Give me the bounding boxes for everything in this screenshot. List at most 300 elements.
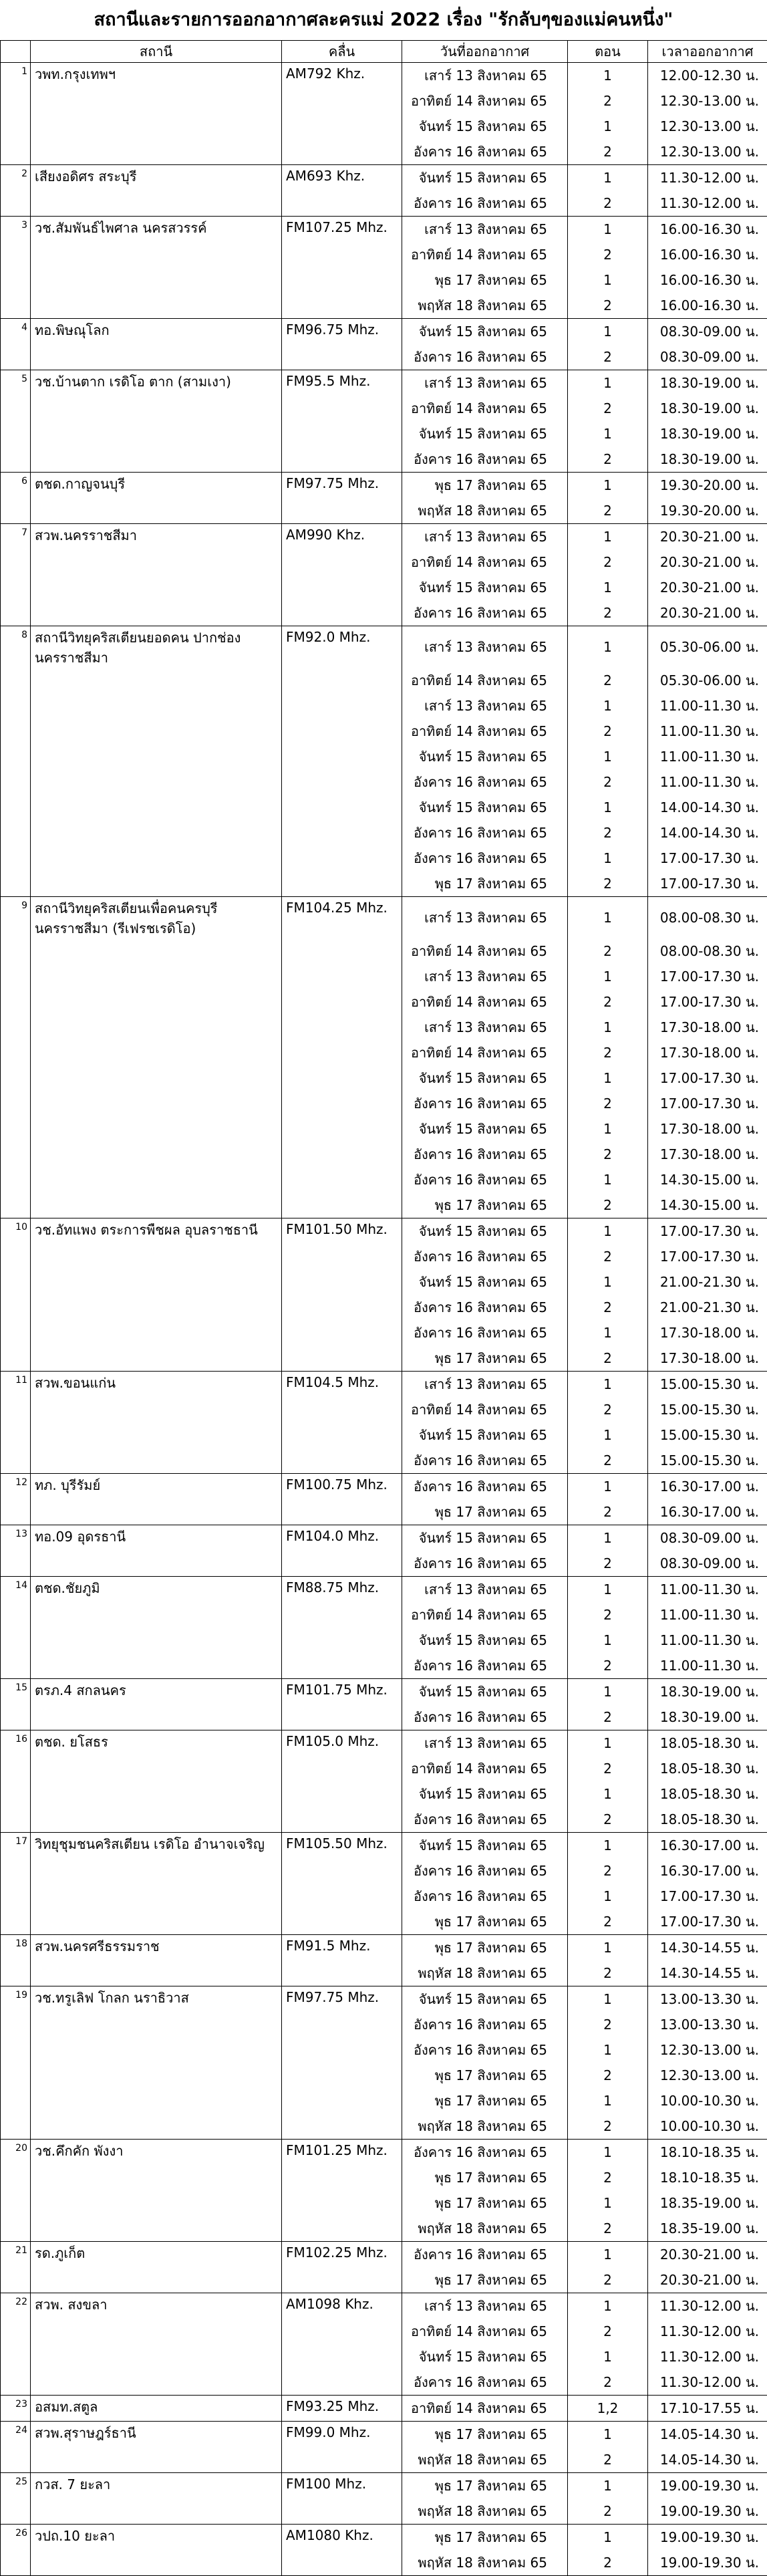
empty-cell xyxy=(282,1653,402,1679)
empty-cell xyxy=(282,1320,402,1345)
air-time: 18.05-18.30 น. xyxy=(648,1807,767,1833)
air-date: พุธ 17 สิงหาคม 65 xyxy=(402,2165,568,2190)
air-date: จันทร์ 15 สิงหาคม 65 xyxy=(402,744,568,769)
air-time: 20.30-21.00 น. xyxy=(648,549,767,575)
empty-cell xyxy=(282,1909,402,1935)
air-time: 15.00-15.30 น. xyxy=(648,1397,767,1422)
empty-cell xyxy=(282,1448,402,1474)
empty-cell xyxy=(1,1040,31,1065)
air-time: 17.10-17.55 น. xyxy=(648,2396,767,2422)
empty-cell xyxy=(282,2447,402,2473)
table-row xyxy=(1,1858,767,1884)
table-row xyxy=(1,820,767,846)
episode-number: 2 xyxy=(568,1448,648,1474)
empty-cell xyxy=(282,267,402,293)
episode-number: 1 xyxy=(568,1628,648,1653)
empty-cell xyxy=(1,1142,31,1167)
empty-cell xyxy=(1,964,31,989)
episode-number: 2 xyxy=(568,1040,648,1065)
empty-cell xyxy=(282,1397,402,1422)
empty-cell xyxy=(31,2088,282,2113)
empty-cell xyxy=(282,1091,402,1116)
table-row xyxy=(1,1015,767,1040)
empty-cell xyxy=(1,1448,31,1474)
station-frequency: FM107.25 Mhz. xyxy=(282,217,402,243)
empty-cell xyxy=(282,344,402,370)
air-time: 11.00-11.30 น. xyxy=(648,769,767,795)
empty-cell xyxy=(31,1142,282,1167)
air-date: อังคาร 16 สิงหาคม 65 xyxy=(402,1653,568,1679)
air-time: 17.30-18.00 น. xyxy=(648,1142,767,1167)
air-date: จันทร์ 15 สิงหาคม 65 xyxy=(402,114,568,139)
empty-cell xyxy=(1,88,31,114)
table-row xyxy=(1,524,767,550)
table-row xyxy=(1,2190,767,2216)
episode-number: 2 xyxy=(568,2012,648,2037)
empty-cell xyxy=(282,2037,402,2063)
air-date: พฤหัส 18 สิงหาคม 65 xyxy=(402,2550,568,2576)
air-time: 17.00-17.30 น. xyxy=(648,964,767,989)
station-number: 20 xyxy=(1,2140,31,2166)
header-air-time: เวลาออกอากาศ xyxy=(648,41,767,63)
table-row xyxy=(1,2550,767,2576)
air-date: อังคาร 16 สิงหาคม 65 xyxy=(402,1167,568,1192)
episode-number: 2 xyxy=(568,2113,648,2140)
episode-number: 2 xyxy=(568,498,648,524)
table-row xyxy=(1,871,767,897)
empty-cell xyxy=(31,693,282,719)
episode-number: 1 xyxy=(568,1525,648,1551)
station-number: 12 xyxy=(1,1474,31,1500)
empty-cell xyxy=(282,575,402,600)
station-frequency: FM97.75 Mhz. xyxy=(282,473,402,499)
station-name: เสียงอดิศร สระบุรี xyxy=(31,165,282,191)
station-frequency: AM693 Khz. xyxy=(282,165,402,191)
empty-cell xyxy=(1,549,31,575)
air-date: พฤหัส 18 สิงหาคม 65 xyxy=(402,293,568,319)
table-row xyxy=(1,114,767,139)
station-name: สวพ. สงขลา xyxy=(31,2293,282,2319)
station-name: ตรภ.4 สกลนคร xyxy=(31,1679,282,1705)
header-air-date: วันที่ออกอากาศ xyxy=(402,41,568,63)
empty-cell xyxy=(31,1628,282,1653)
empty-cell xyxy=(282,2113,402,2140)
air-time: 08.30-09.00 น. xyxy=(648,1525,767,1551)
empty-cell xyxy=(31,1781,282,1807)
table-row xyxy=(1,63,767,89)
station-frequency: FM95.5 Mhz. xyxy=(282,370,402,396)
empty-cell xyxy=(282,114,402,139)
empty-cell xyxy=(1,1065,31,1091)
station-number: 9 xyxy=(1,897,31,939)
episode-number: 2 xyxy=(568,719,648,744)
episode-number: 2 xyxy=(568,1960,648,1986)
air-time: 08.30-09.00 น. xyxy=(648,319,767,345)
air-date: อังคาร 16 สิงหาคม 65 xyxy=(402,1551,568,1577)
episode-number: 2 xyxy=(568,1653,648,1679)
episode-number: 2 xyxy=(568,88,648,114)
episode-number: 1 xyxy=(568,2242,648,2268)
empty-cell xyxy=(31,190,282,217)
empty-cell xyxy=(31,1065,282,1091)
empty-cell xyxy=(282,964,402,989)
station-name: วปถ.10 ยะลา xyxy=(31,2525,282,2551)
table-row xyxy=(1,1320,767,1345)
air-date: จันทร์ 15 สิงหาคม 65 xyxy=(402,1679,568,1705)
station-name: วช.ทรูเลิฟ โกลก นราธิวาส xyxy=(31,1986,282,2013)
episode-number: 1 xyxy=(568,2190,648,2216)
air-date: เสาร์ 13 สิงหาคม 65 xyxy=(402,1372,568,1398)
table-row xyxy=(1,1781,767,1807)
empty-cell xyxy=(282,1116,402,1142)
air-date: จันทร์ 15 สิงหาคม 65 xyxy=(402,2344,568,2369)
air-date: อาทิตย์ 14 สิงหาคม 65 xyxy=(402,668,568,693)
empty-cell xyxy=(31,1345,282,1372)
air-date: อาทิตย์ 14 สิงหาคม 65 xyxy=(402,88,568,114)
air-time: 17.30-18.00 น. xyxy=(648,1345,767,1372)
empty-cell xyxy=(31,1602,282,1628)
table-row xyxy=(1,1345,767,1372)
empty-cell xyxy=(1,2344,31,2369)
air-date: จันทร์ 15 สิงหาคม 65 xyxy=(402,1986,568,2013)
empty-cell xyxy=(1,871,31,897)
empty-cell xyxy=(282,2088,402,2113)
empty-cell xyxy=(1,693,31,719)
air-time: 17.00-17.30 น. xyxy=(648,1065,767,1091)
air-date: อาทิตย์ 14 สิงหาคม 65 xyxy=(402,549,568,575)
empty-cell xyxy=(31,549,282,575)
episode-number: 1 xyxy=(568,165,648,191)
empty-cell xyxy=(31,719,282,744)
empty-cell xyxy=(1,293,31,319)
empty-cell xyxy=(282,719,402,744)
air-date: จันทร์ 15 สิงหาคม 65 xyxy=(402,1525,568,1551)
empty-cell xyxy=(282,88,402,114)
episode-number: 1 xyxy=(568,1015,648,1040)
station-name: ตชด. ยโสธร xyxy=(31,1730,282,1757)
header-frequency: คลื่น xyxy=(282,41,402,63)
empty-cell xyxy=(282,1602,402,1628)
episode-number: 1 xyxy=(568,846,648,871)
station-name: ทภ. บุรีรัมย์ xyxy=(31,1474,282,1500)
table-row xyxy=(1,897,767,939)
episode-number: 1 xyxy=(568,795,648,820)
air-time: 16.00-16.30 น. xyxy=(648,267,767,293)
episode-number: 1 xyxy=(568,964,648,989)
table-row xyxy=(1,217,767,243)
header-station: สถานี xyxy=(31,41,282,63)
empty-cell xyxy=(282,769,402,795)
air-date: อังคาร 16 สิงหาคม 65 xyxy=(402,344,568,370)
station-frequency: FM104.5 Mhz. xyxy=(282,1372,402,1398)
empty-cell xyxy=(282,795,402,820)
air-time: 16.00-16.30 น. xyxy=(648,242,767,267)
air-time: 20.30-21.00 น. xyxy=(648,575,767,600)
table-row xyxy=(1,1499,767,1525)
episode-number: 1 xyxy=(568,1422,648,1448)
air-time: 18.30-19.00 น. xyxy=(648,446,767,473)
station-name: สวพ.นครศรีธรรมราช xyxy=(31,1935,282,1961)
air-time: 10.00-10.30 น. xyxy=(648,2088,767,2113)
empty-cell xyxy=(1,446,31,473)
air-time: 18.30-19.00 น. xyxy=(648,370,767,396)
empty-cell xyxy=(1,938,31,964)
episode-number: 2 xyxy=(568,2498,648,2525)
air-date: พุธ 17 สิงหาคม 65 xyxy=(402,1499,568,1525)
air-date: อังคาร 16 สิงหาคม 65 xyxy=(402,446,568,473)
empty-cell xyxy=(31,1397,282,1422)
air-time: 17.00-17.30 น. xyxy=(648,871,767,897)
table-row xyxy=(1,1986,767,2013)
episode-number: 2 xyxy=(568,2369,648,2396)
table-row xyxy=(1,139,767,165)
table-row xyxy=(1,2012,767,2037)
air-time: 16.00-16.30 น. xyxy=(648,293,767,319)
empty-cell xyxy=(1,769,31,795)
episode-number: 1 xyxy=(568,473,648,499)
empty-cell xyxy=(282,1499,402,1525)
episode-number: 2 xyxy=(568,1704,648,1730)
empty-cell xyxy=(1,2267,31,2293)
empty-cell xyxy=(1,2088,31,2113)
air-date: อังคาร 16 สิงหาคม 65 xyxy=(402,1142,568,1167)
station-frequency: FM101.50 Mhz. xyxy=(282,1218,402,1245)
empty-cell xyxy=(31,1960,282,1986)
episode-number: 1 xyxy=(568,114,648,139)
table-row xyxy=(1,1602,767,1628)
episode-number: 2 xyxy=(568,871,648,897)
station-frequency: FM102.25 Mhz. xyxy=(282,2242,402,2268)
episode-number: 2 xyxy=(568,139,648,165)
air-date: เสาร์ 13 สิงหาคม 65 xyxy=(402,2293,568,2319)
empty-cell xyxy=(282,1551,402,1577)
empty-cell xyxy=(1,2190,31,2216)
air-date: จันทร์ 15 สิงหาคม 65 xyxy=(402,1833,568,1859)
air-date: อาทิตย์ 14 สิงหาคม 65 xyxy=(402,989,568,1015)
station-number: 2 xyxy=(1,165,31,191)
air-time: 18.35-19.00 น. xyxy=(648,2190,767,2216)
episode-number: 1 xyxy=(568,267,648,293)
episode-number: 1 xyxy=(568,1320,648,1345)
empty-cell xyxy=(31,2216,282,2242)
table-row xyxy=(1,2369,767,2396)
table-row xyxy=(1,1756,767,1781)
empty-cell xyxy=(31,2113,282,2140)
air-date: อังคาร 16 สิงหาคม 65 xyxy=(402,1474,568,1500)
episode-number: 1 xyxy=(568,2088,648,2113)
air-time: 10.00-10.30 น. xyxy=(648,2113,767,2140)
station-number: 13 xyxy=(1,1525,31,1551)
empty-cell xyxy=(1,2369,31,2396)
table-row xyxy=(1,846,767,871)
empty-cell xyxy=(1,2319,31,2344)
air-date: จันทร์ 15 สิงหาคม 65 xyxy=(402,1218,568,1245)
empty-cell xyxy=(31,1756,282,1781)
header-number xyxy=(1,41,31,63)
station-frequency: FM105.50 Mhz. xyxy=(282,1833,402,1859)
air-time: 17.00-17.30 น. xyxy=(648,1909,767,1935)
station-number: 7 xyxy=(1,524,31,550)
air-date: อังคาร 16 สิงหาคม 65 xyxy=(402,1807,568,1833)
station-number: 17 xyxy=(1,1833,31,1859)
station-frequency: AM792 Khz. xyxy=(282,63,402,89)
station-name: สวพ.นครราชสีมา xyxy=(31,524,282,550)
table-row xyxy=(1,1142,767,1167)
empty-cell xyxy=(282,989,402,1015)
empty-cell xyxy=(31,1116,282,1142)
air-date: อังคาร 16 สิงหาคม 65 xyxy=(402,2242,568,2268)
station-number: 11 xyxy=(1,1372,31,1398)
air-date: พุธ 17 สิงหาคม 65 xyxy=(402,2088,568,2113)
empty-cell xyxy=(282,1345,402,1372)
station-frequency: AM1098 Khz. xyxy=(282,2293,402,2319)
empty-cell xyxy=(31,2550,282,2576)
empty-cell xyxy=(1,139,31,165)
table-row xyxy=(1,370,767,396)
air-date: อังคาร 16 สิงหาคม 65 xyxy=(402,1295,568,1320)
empty-cell xyxy=(1,2063,31,2088)
table-row xyxy=(1,293,767,319)
air-date: จันทร์ 15 สิงหาคม 65 xyxy=(402,1116,568,1142)
air-date: พุธ 17 สิงหาคม 65 xyxy=(402,267,568,293)
empty-cell xyxy=(1,2216,31,2242)
air-time: 05.30-06.00 น. xyxy=(648,626,767,668)
air-date: อังคาร 16 สิงหาคม 65 xyxy=(402,1858,568,1884)
air-date: พุธ 17 สิงหาคม 65 xyxy=(402,1192,568,1218)
empty-cell xyxy=(31,344,282,370)
air-time: 11.00-11.30 น. xyxy=(648,1653,767,1679)
air-time: 17.00-17.30 น. xyxy=(648,1218,767,1245)
empty-cell xyxy=(1,989,31,1015)
air-date: พุธ 17 สิงหาคม 65 xyxy=(402,2063,568,2088)
air-date: อังคาร 16 สิงหาคม 65 xyxy=(402,2037,568,2063)
empty-cell xyxy=(282,1167,402,1192)
empty-cell xyxy=(1,1628,31,1653)
air-time: 08.00-08.30 น. xyxy=(648,938,767,964)
empty-cell xyxy=(31,267,282,293)
air-time: 19.30-20.00 น. xyxy=(648,473,767,499)
air-date: พฤหัส 18 สิงหาคม 65 xyxy=(402,2113,568,2140)
empty-cell xyxy=(1,1807,31,1833)
table-row xyxy=(1,1807,767,1833)
air-date: พุธ 17 สิงหาคม 65 xyxy=(402,1909,568,1935)
episode-number: 2 xyxy=(568,446,648,473)
empty-cell xyxy=(282,744,402,769)
air-time: 20.30-21.00 น. xyxy=(648,600,767,626)
air-time: 13.00-13.30 น. xyxy=(648,1986,767,2013)
table-row xyxy=(1,1065,767,1091)
empty-cell xyxy=(31,744,282,769)
empty-cell xyxy=(1,1091,31,1116)
empty-cell xyxy=(282,2165,402,2190)
episode-number: 2 xyxy=(568,1551,648,1577)
table-row xyxy=(1,744,767,769)
empty-cell xyxy=(31,293,282,319)
air-date: เสาร์ 13 สิงหาคม 65 xyxy=(402,693,568,719)
empty-cell xyxy=(282,1269,402,1295)
empty-cell xyxy=(1,2447,31,2473)
air-date: พฤหัส 18 สิงหาคม 65 xyxy=(402,2216,568,2242)
air-time: 17.00-17.30 น. xyxy=(648,846,767,871)
air-time: 21.00-21.30 น. xyxy=(648,1269,767,1295)
empty-cell xyxy=(31,396,282,421)
table-row xyxy=(1,267,767,293)
empty-cell xyxy=(282,2267,402,2293)
air-time: 19.00-19.30 น. xyxy=(648,2498,767,2525)
empty-cell xyxy=(1,668,31,693)
empty-cell xyxy=(31,242,282,267)
empty-cell xyxy=(282,693,402,719)
station-frequency: FM104.25 Mhz. xyxy=(282,897,402,939)
table-row xyxy=(1,190,767,217)
episode-number: 2 xyxy=(568,344,648,370)
station-frequency: FM96.75 Mhz. xyxy=(282,319,402,345)
episode-number: 1 xyxy=(568,1167,648,1192)
empty-cell xyxy=(31,446,282,473)
air-date: พฤหัส 18 สิงหาคม 65 xyxy=(402,1960,568,1986)
air-date: เสาร์ 13 สิงหาคม 65 xyxy=(402,63,568,89)
episode-number: 1 xyxy=(568,1986,648,2013)
empty-cell xyxy=(31,114,282,139)
empty-cell xyxy=(282,1704,402,1730)
table-row xyxy=(1,1372,767,1398)
air-date: จันทร์ 15 สิงหาคม 65 xyxy=(402,1065,568,1091)
empty-cell xyxy=(1,719,31,744)
table-row xyxy=(1,1525,767,1551)
table-row xyxy=(1,1295,767,1320)
empty-cell xyxy=(31,1244,282,1269)
empty-cell xyxy=(282,1244,402,1269)
empty-cell xyxy=(31,2447,282,2473)
table-row xyxy=(1,2113,767,2140)
empty-cell xyxy=(282,1192,402,1218)
table-row xyxy=(1,2242,767,2268)
empty-cell xyxy=(1,2012,31,2037)
empty-cell xyxy=(282,1884,402,1909)
episode-number: 1 xyxy=(568,1065,648,1091)
air-date: เสาร์ 13 สิงหาคม 65 xyxy=(402,370,568,396)
episode-number: 1 xyxy=(568,1833,648,1859)
station-frequency: AM1080 Khz. xyxy=(282,2525,402,2551)
empty-cell xyxy=(282,139,402,165)
air-date: อาทิตย์ 14 สิงหาคม 65 xyxy=(402,1756,568,1781)
air-date: เสาร์ 13 สิงหาคม 65 xyxy=(402,1577,568,1603)
empty-cell xyxy=(1,2498,31,2525)
empty-cell xyxy=(1,820,31,846)
air-date: เสาร์ 13 สิงหาคม 65 xyxy=(402,964,568,989)
empty-cell xyxy=(282,293,402,319)
empty-cell xyxy=(282,1858,402,1884)
air-time: 19.30-20.00 น. xyxy=(648,498,767,524)
episode-number: 1 xyxy=(568,693,648,719)
empty-cell xyxy=(31,2267,282,2293)
episode-number: 1 xyxy=(568,524,648,550)
episode-number: 2 xyxy=(568,769,648,795)
episode-number: 2 xyxy=(568,820,648,846)
air-time: 19.00-19.30 น. xyxy=(648,2525,767,2551)
table-row xyxy=(1,1730,767,1757)
table-row xyxy=(1,1116,767,1142)
empty-cell xyxy=(31,2165,282,2190)
station-name: รด.ภูเก็ต xyxy=(31,2242,282,2268)
air-time: 13.00-13.30 น. xyxy=(648,2012,767,2037)
air-date: จันทร์ 15 สิงหาคม 65 xyxy=(402,1269,568,1295)
station-number: 5 xyxy=(1,370,31,396)
episode-number: 2 xyxy=(568,1909,648,1935)
empty-cell xyxy=(1,744,31,769)
air-time: 11.00-11.30 น. xyxy=(648,744,767,769)
air-time: 12.30-13.00 น. xyxy=(648,2037,767,2063)
